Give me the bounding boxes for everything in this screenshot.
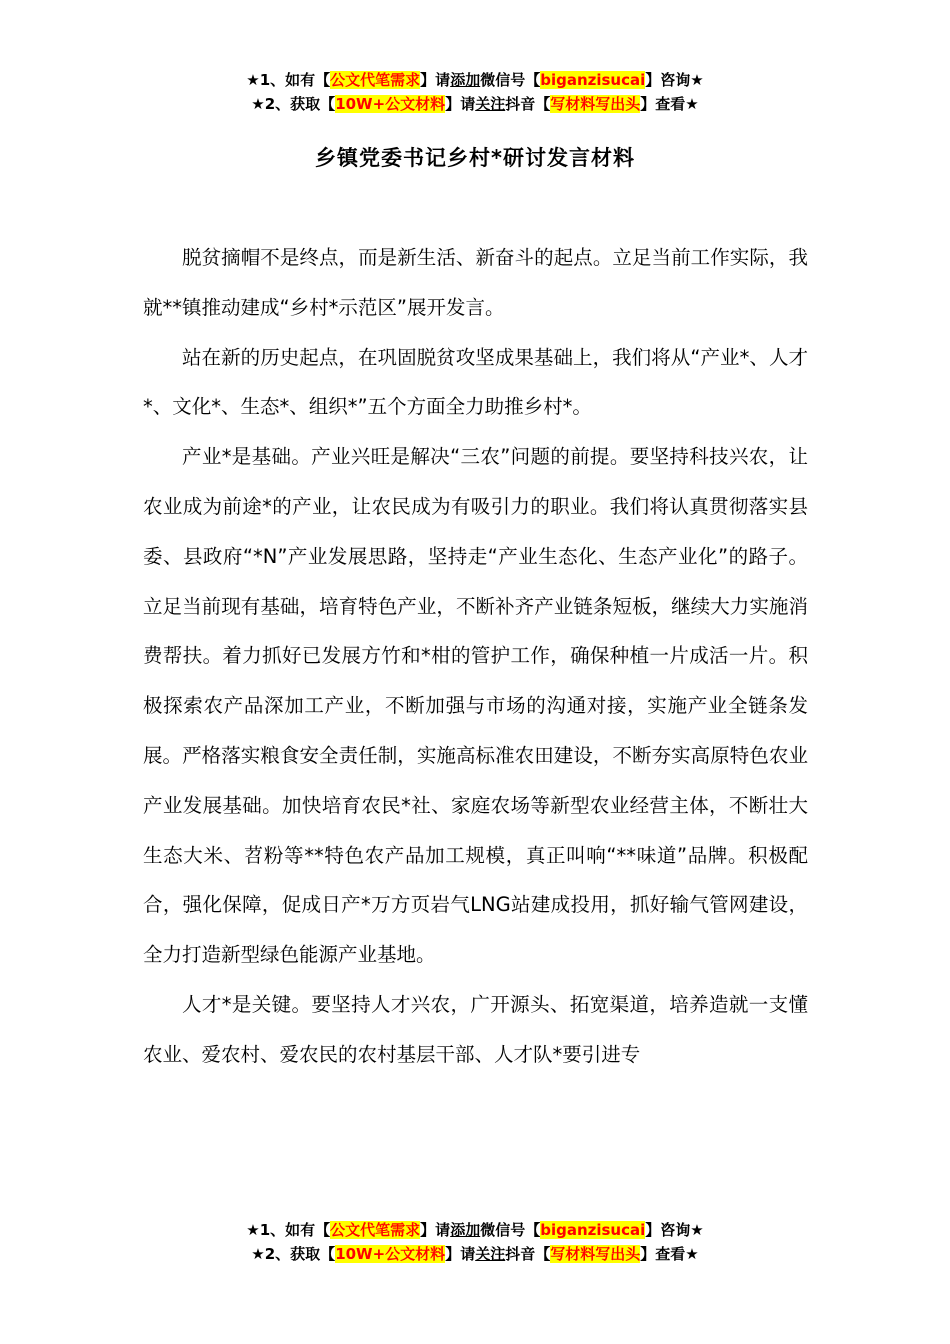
banner-line-1 [0, 68, 950, 92]
banner-underline: 关注 [475, 1245, 506, 1263]
paragraph: 脱贫摘帽不是终点，而是新生活、新奋斗的起点。立足当前工作实际，我就**镇推动建成“乡村*示范区”展开发言。 [143, 246, 808, 319]
bottom-banner [0, 1218, 950, 1266]
banner-line-2 [0, 92, 950, 116]
paragraph: 人才*是关键。要坚持人才兴农，广开源头、拓宽渠道，培养造就一支懂农业、爱农村、爱农民的农村基层干部、人才队*要引进专 [143, 992, 808, 1066]
banner-text: ★2、获取【 [251, 1245, 336, 1263]
banner-text: ★2、获取【 [251, 95, 336, 113]
banner-highlight: 公文代笔需求 [330, 1221, 421, 1239]
banner-highlight: biganzisucai [540, 1221, 646, 1239]
banner-highlight: 写材料写出头 [550, 1245, 641, 1263]
banner-text: 】查看★ [640, 95, 699, 113]
banner-highlight: 写材料写出头 [550, 95, 641, 113]
banner-underline: 添加 [450, 71, 481, 89]
banner-highlight: 公文代笔需求 [330, 71, 421, 89]
banner-text: 】请 [420, 71, 451, 89]
banner-text: 微信号【 [480, 1221, 541, 1239]
banner-text: 】请 [445, 1245, 476, 1263]
banner-underline: 关注 [475, 95, 506, 113]
banner-text: 】咨询★ [645, 71, 704, 89]
banner-underline: 添加 [450, 1221, 481, 1239]
paragraph: 站在新的历史起点，在巩固脱贫攻坚成果基础上，我们将从“产业*、人才*、文化*、生态*、组织*”五个方面全力助推乡村*。 [143, 345, 808, 419]
banner-text: 】请 [445, 95, 476, 113]
banner-line-1 [0, 1218, 950, 1242]
banner-text: 】查看★ [640, 1245, 699, 1263]
banner-highlight: 10W+公文材料 [335, 1245, 446, 1263]
banner-text: 抖音【 [505, 95, 551, 113]
banner-text: 抖音【 [505, 1245, 551, 1263]
banner-text: 微信号【 [480, 71, 541, 89]
banner-text: 】请 [420, 1221, 451, 1239]
top-banner [0, 68, 950, 116]
banner-text: 】咨询★ [645, 1221, 704, 1239]
document-body [143, 233, 808, 1080]
banner-highlight: biganzisucai [540, 71, 646, 89]
document-title: 乡镇党委书记乡村*研讨发言材料 [315, 146, 635, 170]
banner-text: ★1、如有【 [246, 71, 331, 89]
banner-text: ★1、如有【 [246, 1221, 331, 1239]
banner-line-2 [0, 1242, 950, 1266]
banner-highlight: 10W+公文材料 [335, 95, 446, 113]
paragraph: 产业*是基础。产业兴旺是解决“三农”问题的前提。要坚持科技兴农，让农业成为前途*的产业，让农民成为有吸引力的职业。我们将认真贯彻落实县委、县政府“*N”产业发展思路，坚持走“产业生态化、生态产业化”的路子。立足当前现有基础，培育特色产业，不断补齐产业链条短板，继续大力实施消费帮扶。着力抓好已发展方竹和*柑的管护工作，确保种植一片成活一片。积极探索农产品深加工产业，不断加强与市场的沟通对接，实施产业全链条发展。严格落实粮食安全责任制，实施高标准农田建设，不断夯实高原特色农业产业发展基础。加快培育农民*社、家庭农场等新型农业经营主体，不断壮大生态大米、苕粉等**特色农产品加工规模，真正叫响“**味道”品牌。积极配合，强化保障，促成日产*万方页岩气LNG站建成投用，抓好输气管网建设，全力打造新型绿色能源产业基地。 [143, 445, 808, 967]
